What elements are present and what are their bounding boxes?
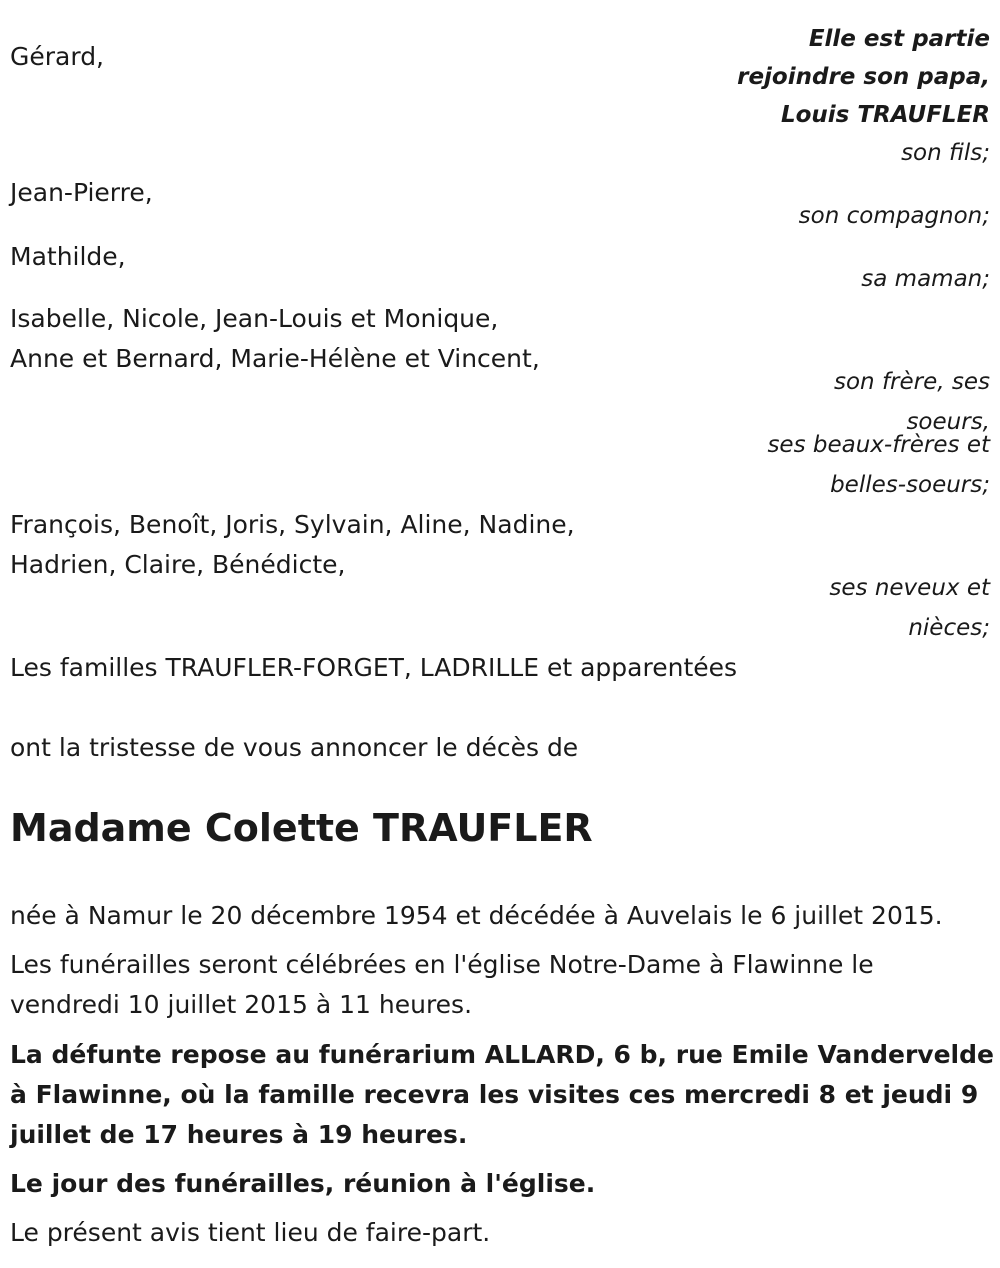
repose-line-3: juillet de 17 heures à 19 heures. <box>10 1120 468 1149</box>
closing-note: Le présent avis tient lieu de faire-part. <box>10 1218 491 1247</box>
related-families: Les familles TRAUFLER-FORGET, LADRILLE et apparentées <box>10 653 738 682</box>
siblings-role-line-4: belles-soeurs; <box>830 472 990 498</box>
companion-name: Jean-Pierre, <box>10 178 153 207</box>
meeting-info: Le jour des funérailles, réunion à l'église. <box>10 1169 596 1198</box>
repose-line-1: La défunte repose au funérarium ALLARD, 6 b, rue Emile Vandervelde <box>10 1040 994 1069</box>
son-name: Gérard, <box>10 42 105 71</box>
siblings-line-2: Anne et Bernard, Marie-Hélène et Vincent, <box>10 344 540 373</box>
epitaph-line-1: Elle est partie <box>808 26 990 52</box>
epitaph-line-2: rejoindre son papa, <box>737 64 990 90</box>
companion-role: son compagnon; <box>798 203 990 229</box>
siblings-role-line-3: ses beaux-frères et <box>767 432 990 458</box>
nephews-role-line-2: nièces; <box>908 615 990 641</box>
nephews-role-line-1: ses neveux et <box>829 575 990 601</box>
nephews-line-2: Hadrien, Claire, Bénédicte, <box>10 550 346 579</box>
siblings-role-line-1: son frère, ses <box>834 369 990 395</box>
announcement-intro: ont la tristesse de vous annoncer le décès de <box>10 733 579 762</box>
epitaph-line-3: Louis TRAUFLER <box>780 102 990 128</box>
funeral-line-2: vendredi 10 juillet 2015 à 11 heures. <box>10 990 473 1019</box>
funeral-line-1: Les funérailles seront célébrées en l'église Notre-Dame à Flawinne le <box>10 950 874 979</box>
birth-death-info: née à Namur le 20 décembre 1954 et décédée à Auvelais le 6 juillet 2015. <box>10 901 943 930</box>
son-role: son fils; <box>901 140 990 166</box>
nephews-line-1: François, Benoît, Joris, Sylvain, Aline, Nadine, <box>10 510 575 539</box>
mother-role: sa maman; <box>861 266 990 292</box>
siblings-role-line-2: soeurs, <box>906 409 990 435</box>
deceased-name: Madame Colette TRAUFLER <box>10 806 593 850</box>
repose-line-2: à Flawinne, où la famille recevra les visites ces mercredi 8 et jeudi 9 <box>10 1080 979 1109</box>
mother-name: Mathilde, <box>10 242 126 271</box>
siblings-line-1: Isabelle, Nicole, Jean-Louis et Monique, <box>10 304 499 333</box>
